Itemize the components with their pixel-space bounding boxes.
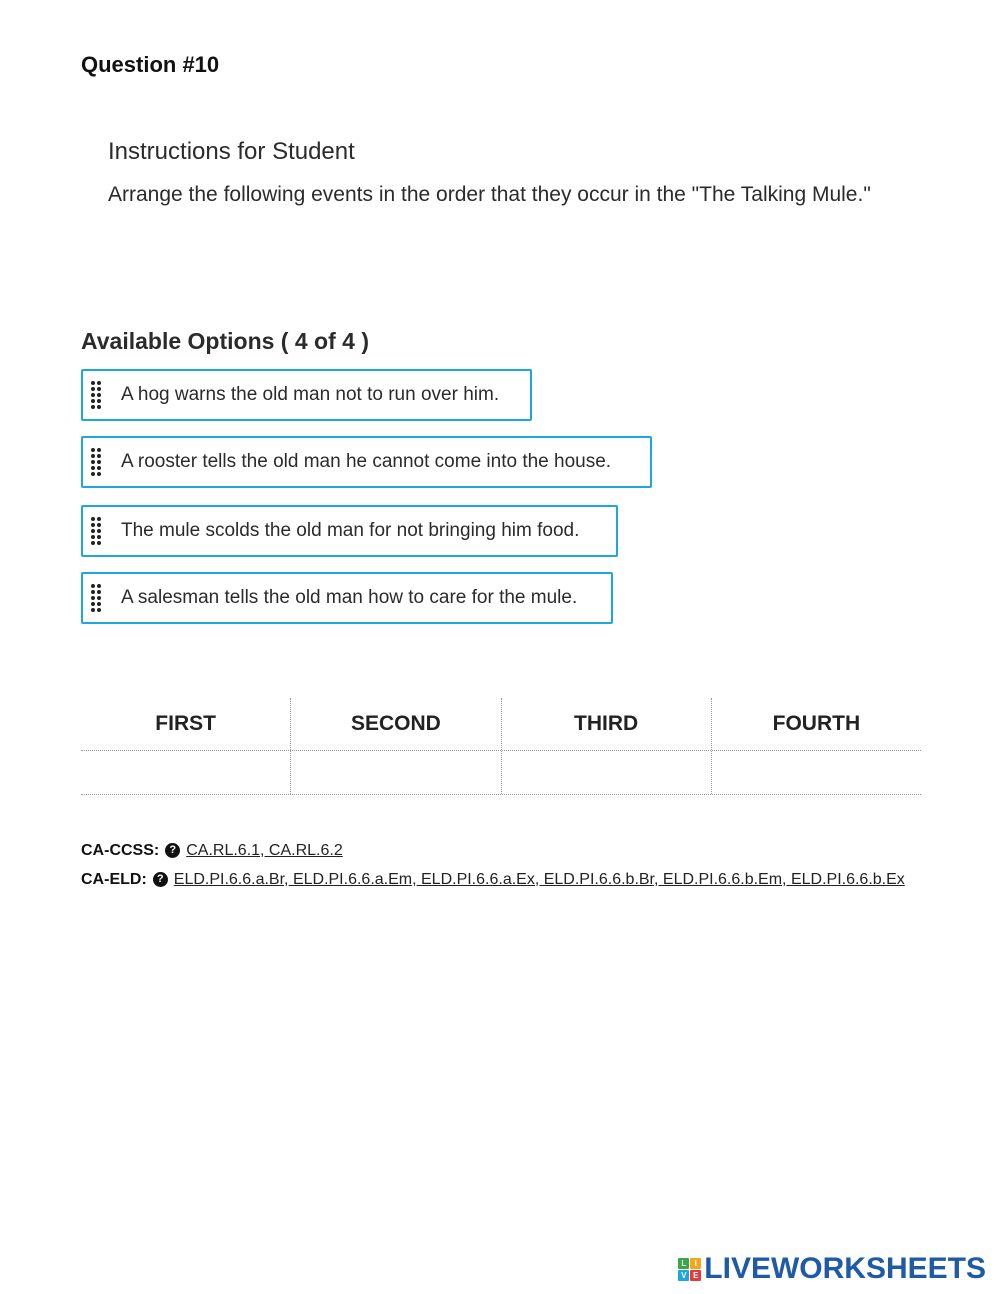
eld-standards-link[interactable]: ELD.PI.6.6.a.Br, ELD.PI.6.6.a.Em, ELD.PI.6.6.a.Ex, ELD.PI.6.6.b.Br, ELD.PI.6.6.b.Em, ELD.PI.6.6.b.Ex — [173, 870, 905, 888]
column-header-fourth: FOURTH — [772, 712, 861, 735]
ordering-table-header — [81, 698, 921, 751]
brand-name: LIVEWORKSHEETS — [704, 1252, 986, 1285]
available-options-heading: Available Options ( 4 of 4 ) — [81, 328, 369, 354]
logo-letter-l: L — [678, 1258, 689, 1269]
standards-block — [81, 836, 905, 894]
question-circle-icon[interactable]: ? — [165, 843, 180, 858]
instructions-heading: Instructions for Student — [108, 138, 355, 165]
drag-handle-icon[interactable] — [91, 448, 101, 476]
drop-slot-second[interactable] — [291, 751, 501, 794]
option-card-1[interactable] — [81, 369, 532, 421]
eld-label: CA-ELD: — [81, 870, 147, 888]
ordering-table — [81, 698, 921, 795]
option-card-2[interactable] — [81, 436, 652, 488]
ccss-label: CA-CCSS: — [81, 841, 160, 859]
question-title: Question #10 — [81, 52, 220, 77]
column-header-first: FIRST — [81, 698, 291, 750]
option-text: A hog warns the old man not to run over him. — [121, 384, 500, 405]
logo-letter-i: I — [690, 1258, 701, 1269]
option-card-3[interactable] — [81, 505, 618, 557]
drop-slot-third[interactable] — [502, 751, 712, 794]
instructions-body: Arrange the following events in the order that they occur in the "The Talking Mule." — [108, 183, 871, 206]
column-header-third: THIRD — [502, 698, 712, 750]
drop-slot-first[interactable] — [81, 751, 291, 794]
drag-handle-icon[interactable] — [91, 381, 101, 409]
question-circle-icon[interactable]: ? — [153, 872, 168, 887]
option-text: A rooster tells the old man he cannot come into the house. — [121, 451, 612, 472]
option-card-4[interactable] — [81, 572, 613, 624]
ccss-standards-link[interactable]: CA.RL.6.1, CA.RL.6.2 — [186, 841, 343, 859]
column-header-second: SECOND — [291, 698, 501, 750]
instructions-block — [108, 136, 898, 214]
live-logo-icon — [678, 1258, 701, 1281]
option-text: The mule scolds the old man for not bringing him food. — [121, 520, 580, 541]
ordering-drop-row — [81, 751, 921, 795]
liveworksheets-logo — [678, 1252, 986, 1286]
ccss-row — [81, 836, 905, 865]
drop-slot-fourth[interactable] — [712, 751, 921, 794]
eld-row — [81, 865, 905, 894]
logo-letter-v: V — [678, 1270, 689, 1281]
option-text: A salesman tells the old man how to care for the mule. — [121, 587, 578, 608]
drag-handle-icon[interactable] — [91, 584, 101, 612]
logo-letter-e: E — [690, 1270, 701, 1281]
drag-handle-icon[interactable] — [91, 517, 101, 545]
